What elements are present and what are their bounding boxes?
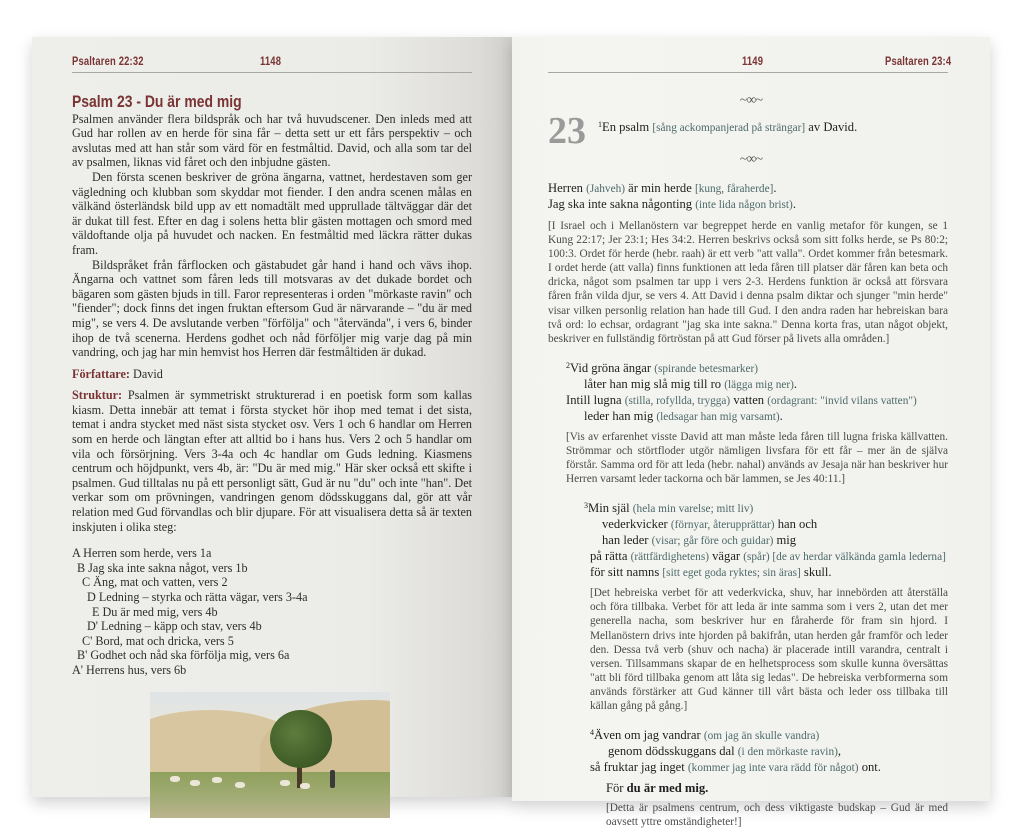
verse-text: . [773, 181, 777, 195]
verse-text: mig [773, 533, 797, 548]
verse-text: Intill lugna [566, 392, 625, 407]
commentary-note: [Detta är psalmens centrum, och dess viktigaste budskap – Gud är med oavsett yttre omständigheter!] [606, 802, 948, 829]
gloss-text: (visar; går före och guidar) [651, 535, 774, 548]
grass [150, 772, 390, 818]
verse-line [548, 744, 948, 760]
verse-text: . [792, 197, 796, 211]
verse-number: 4 [590, 728, 594, 738]
verse-text: han och [774, 517, 818, 532]
chiasm-item: B Jag ska inte sakna något, vers 1b [77, 560, 248, 575]
verse-text: För [606, 781, 627, 796]
gloss-text: (lägga mig ner) [724, 378, 794, 391]
author-label: Författare: [72, 366, 130, 381]
chiasm-item: E Du är med mig, vers 4b [92, 604, 218, 619]
verse-line [548, 517, 948, 533]
chiasm-item: C Äng, mat och vatten, vers 2 [82, 575, 228, 590]
header-rule [548, 72, 948, 73]
gloss-text: (i den mörkaste ravin) [737, 746, 838, 759]
gloss-text: [kung, fåraherde] [694, 183, 774, 195]
gloss-text: (Jahveh) [586, 183, 626, 195]
verse-text: . [793, 376, 798, 391]
verse-number: 1 [598, 120, 602, 129]
author: David [133, 366, 163, 381]
verse-text: skull. [800, 565, 832, 580]
verse-text: leder han mig [584, 408, 657, 423]
header-rule [72, 72, 472, 73]
page-title: Psalm 23 - Du är med mig [72, 92, 242, 111]
gloss-text: [sitt eget goda ryktes; sin äras] [662, 567, 801, 580]
psalm-number: 23 [548, 110, 586, 152]
tree [270, 710, 332, 768]
ornament-icon: ~∞~ [739, 93, 763, 108]
verse-text: Jag ska inte sakna någonting [548, 197, 696, 211]
author-line [72, 367, 472, 382]
gloss-text: (hela min varelse; mitt liv) [632, 503, 754, 516]
verse-line [548, 533, 948, 549]
verse-line [548, 498, 948, 517]
chiasm-item: D Ledning – styrka och rätta vägar, vers 3-4a [87, 590, 308, 604]
gloss-text: (rättfärdighetens) [630, 551, 709, 564]
structure-paragraph [72, 388, 472, 534]
verse-line [548, 760, 948, 776]
verse-text: Vid gröna ängar [570, 360, 655, 375]
verse-line [548, 781, 948, 796]
left-page [32, 37, 512, 797]
verse-text: . [779, 408, 783, 423]
verse-text: vederkvicker [602, 517, 671, 532]
gloss-text: (ledsagar han mig varsamt) [656, 410, 780, 423]
verse-number: 2 [566, 360, 570, 370]
page-number: 1148 [260, 56, 282, 68]
psalm-superscription [548, 117, 948, 136]
verse-line [548, 393, 948, 409]
verse-line [548, 565, 948, 581]
verse-text: du är med mig. [626, 781, 709, 796]
psalm-text [548, 117, 948, 829]
gloss-text: (spirande betesmarker) [654, 362, 759, 375]
ornament-icon: ~∞~ [739, 152, 763, 167]
verse-line [548, 377, 948, 393]
verse-line [598, 117, 948, 136]
verse [548, 358, 948, 425]
right-page [512, 37, 990, 829]
gloss-text: (ordagrant: "invid vilans vatten") [767, 394, 917, 407]
sheep [212, 777, 222, 783]
verse-line [548, 409, 948, 425]
verse-text: han leder [602, 533, 652, 548]
running-title: Psaltaren 22:32 [72, 56, 144, 68]
structure-text: Psalmen är symmetriskt strukturerad i en poetisk form som kallas kiasm. Detta innebär att temat i första stycket hör ihop med temat i det sista, temat i andra stycket med näst sista stycket osv. Vers 1 och 6 handlar om Herren som en herde och längtan efter att alltid bo i hans hus. Vers 2 och 5 handlar om vila och försörjning. Vers 3-4a och 4c handlar om Guds ledning. Kiasmens centrum och höjdpunkt, vers 4b, är: "Du är med mig." Här sker också ett skifte i psalmen. Gud tilltalas nu på ett personligt sätt, Gud är nu "du" och inte "han". Det verkar som om prövningen, vandringen genom dödsskuggans dal, gör att vår relation med Gud förvandlas och blir djupare. För att visualisera detta så är texten inskjuten i olika steg: [72, 388, 472, 534]
verse-text: , [837, 744, 842, 759]
chiasm-item: D' Ledning – käpp och stav, vers 4b [87, 619, 262, 634]
running-title: Psaltaren 23:4 [885, 56, 952, 68]
verse-line [548, 197, 948, 213]
verse-text: genom dödsskuggans dal [608, 744, 738, 759]
verse-text: är min herde [625, 181, 695, 195]
verse [548, 725, 948, 776]
sheep [280, 780, 290, 786]
verse-text: på rätta [590, 549, 631, 564]
sheep [235, 782, 245, 788]
verse-line [548, 358, 948, 377]
verse-number: 3 [584, 501, 588, 511]
verse-text: så fruktar jag inget [590, 760, 688, 775]
verse-text: Även om jag vandrar [594, 728, 704, 743]
verse-text: vägar [708, 549, 744, 564]
verse-text: En psalm [602, 120, 653, 134]
paragraph: Den första scenen beskriver de gröna ängarna, vattnet, herdestaven som ger vägledning och klubban som skyddar mot fiender. I den andra scenen målas en välkänd österländsk bild upp av ett nomadtält med upprullade tältväggar där det är dukat till fest. Efter en dag i solens hetta blir gästen mottagen och smord med väldoftande olja på huvudet och nacken. En festmåltid med läckra rätter dukas fram. [72, 169, 472, 257]
commentary-note: [Det hebreiska verbet för att vederkvicka, shuv, har innebörden att återställa och föra tillbaka. Verbet för att leda är inte samma som i vers 2, utan det mer generella nacha, som beskriver hur en fåraherde för fram sin hjord. I Mellanöstern drivs inte hjorden på bakifrån, utan herden går framför och leder den. Dessa två verb (shuv och nacha) är placerade intill varandra, centralt i versen. Tillsammans skapar de en helhetsprocess som skulle kunna översättas "att bli förd tillbaka genom att låta sig ledas". De hebreiska verbformerna som används förstärker att Gud känner till vårt bästa och leder oss tillbaka till källan gång på gång.] [590, 587, 948, 712]
verse-line [548, 181, 948, 197]
gloss-text: (inte lida någon brist) [695, 199, 793, 211]
verse-text: vatten [730, 392, 768, 407]
sheep [170, 776, 180, 782]
chiasm-list [72, 546, 472, 677]
page-number: 1149 [742, 56, 764, 68]
paragraph: Psalmen använder flera bildspråk och har två huvudscener. Den inleds med att Gud har rollen av en herde för sina får – detta sett ur ett fårs perspektiv – och avslutas med att han står som värd för en festmåltid. David, och alla som tar del av psalmen, liknas vid fåret och den inbjudne gästen. [72, 111, 472, 170]
gloss-text: (kommer jag inte vara rädd för något) [687, 762, 859, 775]
verse-text: för sitt namns [590, 565, 663, 580]
sheep [300, 783, 310, 789]
paragraph: Bildspråket från fårflocken och gästabudet går hand i hand och vävs ihop. Ängarna och vattnet som fåren leds till motsvaras av det dukade bordet och bägaren som gästen bjuds in till. Faror representeras i orden "mörkaste ravin" och "fiender"; dock finns det ingen fruktan eftersom Gud är närvarande – "du är med mig", se vers 4. De avslutande verben "förfölja" och "återvända", i vers 6, binder ihop de två scenerna. Herdens godhet och nåd förföljer mig varje dag på min vandring, och jag har min hemvist hos Herren där festmåltiden är dukad. [72, 257, 472, 360]
verse [548, 781, 948, 796]
sheep [190, 780, 200, 786]
verse-text: låter han mig slå mig till ro [584, 376, 725, 391]
chiasm-item: A Herren som herde, vers 1a [72, 546, 212, 561]
gloss-text: (förnyar, återupprättar) [670, 519, 775, 532]
verse-text: Herren [548, 181, 587, 195]
chiasm-item: A' Herrens hus, vers 6b [72, 662, 187, 677]
shepherd-photo [150, 692, 390, 818]
gloss-text: (stilla, rofyllda, trygga) [624, 394, 731, 407]
chiasm-item: B' Godhet och nåd ska förfölja mig, vers 6a [77, 648, 290, 663]
gloss-text: (spår) [de av herdar välkända gamla lederna] [743, 551, 946, 564]
commentary-note: [I Israel och i Mellanöstern var begreppet herde en vanlig metafor för kungen, se 1 Kung 22:17; Jer 23:1; Hes 34:2. Herren beskrivs också som sitt folks herde, se Ps 80:2; 100:3. Ordet för herde (hebr. raah) är ett verb "att valla". Ordet kommer från betesmark. I ordet herde (att valla) finns funktionen att leda fåren till platser där fåren kan beta och dricka, något som psalmen tar upp i vers 2-3. Herdens funktion är också att försvara fåren från vilda djur, se vers 4. Att David i denna psalm diktar och sjunger "min herde" visar vilken personlig relation han hade till Gud. I den andra raden har hebreiskan bara två ord: lo echsar, ordagrant "jag ska inte sakna." Denna korta fras, utan något objekt, beskriver en fullständig förtröstan på att Gud förser på livets alla områden.] [548, 220, 948, 345]
gloss-text: [sång ackompanjerad på strängar] [652, 122, 806, 134]
verse-text: av David. [805, 120, 858, 134]
verse-line [548, 725, 948, 744]
verse-text: Min själ [588, 501, 633, 516]
gloss-text: (om jag än skulle vandra) [703, 730, 820, 743]
structure-label: Struktur: [72, 388, 123, 403]
verse [548, 181, 948, 213]
verse-line [548, 549, 948, 565]
shepherd [330, 770, 335, 788]
commentary-note: [Vis av erfarenhet visste David att man måste leda fåren till lugna friska källvatten. Strömmar och störtfloder utgör nämligen livsfara för ett får – mer än de själva förstår. Samma ord för att leda (hebr. nahal) används av Jesaja när han beskriver hur Herren varsamt leder tackorna och bär lammen, se Jes 40:11.] [566, 430, 948, 486]
chiasm-item: C' Bord, mat och dricka, vers 5 [82, 633, 234, 648]
introduction [72, 92, 472, 818]
verse-text: ont. [858, 760, 881, 775]
verse [548, 498, 948, 581]
